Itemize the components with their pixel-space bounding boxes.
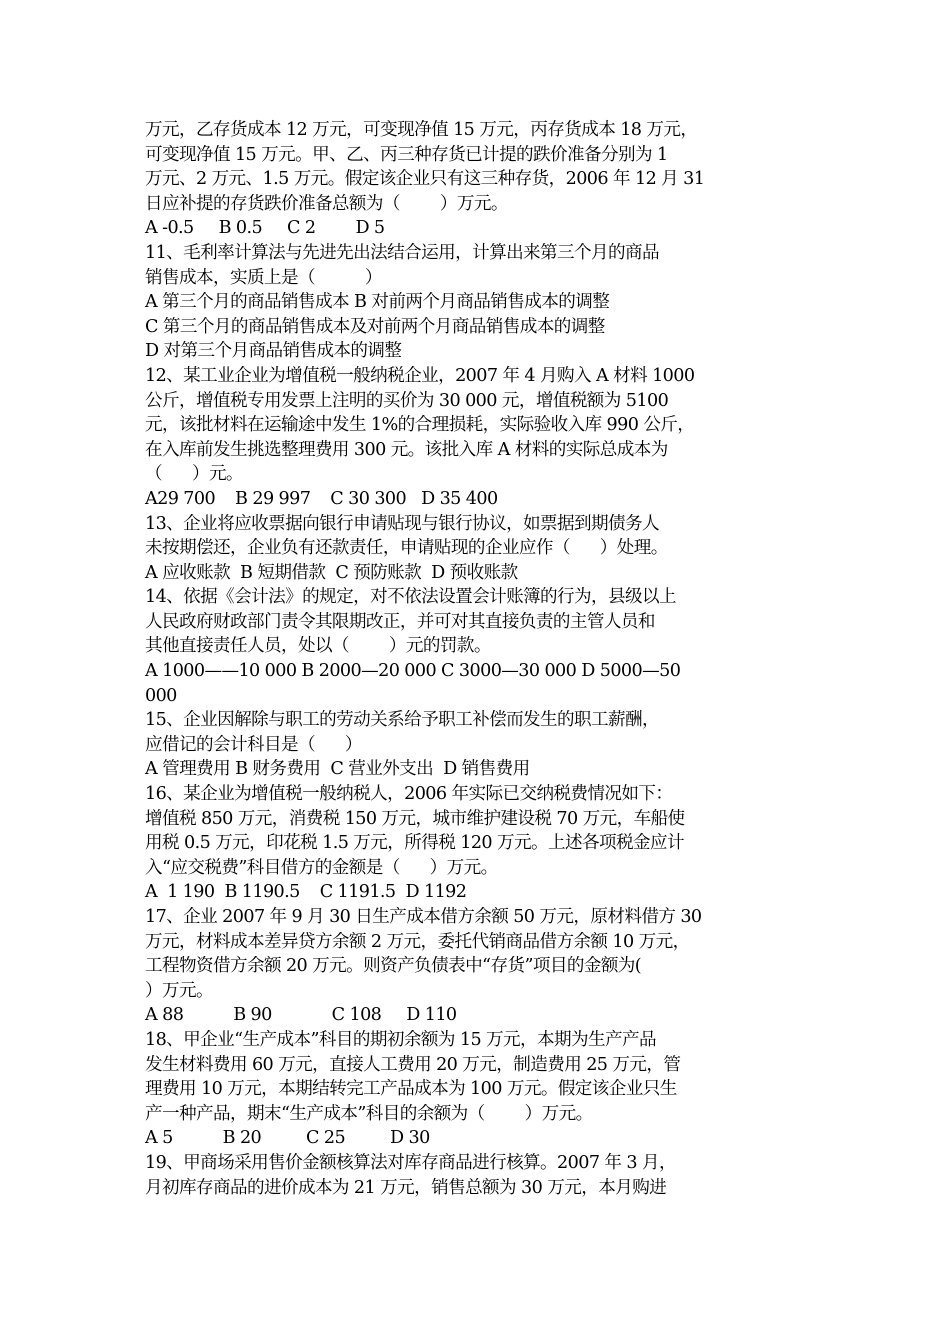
- text-line: 未按期偿还，企业负有还款责任，申请贴现的企业应作（ ）处理。: [145, 538, 668, 559]
- answer-options: A 88 B 90 C 108 D 110: [145, 1005, 457, 1026]
- question-16: 16、某企业为增值税一般纳税人，2006 年实际已交纳税费情况如下：: [145, 784, 673, 805]
- text-line: 发生材料费用 60 万元，直接人工费用 20 万元，制造费用 25 万元，管: [145, 1054, 681, 1075]
- answer-options: A 1000——10 000 B 2000—20 000 C 3000—30 000 D 5000—50: [145, 661, 681, 682]
- answer-options: 000: [145, 685, 177, 706]
- question-15: 15、企业因解除与职工的劳动关系给予职工补偿而发生的职工薪酬，: [145, 710, 660, 731]
- text-line: 万元、2 万元、1.5 万元。假定该企业只有这三种存货，2006 年 12 月 31: [145, 169, 705, 190]
- document-body: [145, 118, 817, 1200]
- text-line: 人民政府财政部门责令其限期改正，并可对其直接负责的主管人员和: [145, 611, 655, 632]
- text-line: 用税 0.5 万元，印花税 1.5 万元，所得税 120 万元。上述各项税金应计: [145, 833, 684, 854]
- text-line: ）万元。: [145, 980, 213, 1001]
- answer-options: C 第三个月的商品销售成本及对前两个月商品销售成本的调整: [145, 316, 605, 337]
- answer-options: A 5 B 20 C 25 D 30: [145, 1128, 430, 1149]
- text-line: 入“应交税费”科目借方的金额是（ ）万元。: [145, 857, 498, 878]
- text-line: 增值税 850 万元，消费税 150 万元，城市维护建设税 70 万元，车船使: [145, 808, 685, 829]
- text-line: 理费用 10 万元，本期结转完工产品成本为 100 万元。假定该企业只生: [145, 1079, 677, 1100]
- question-13: 13、企业将应收票据向银行申请贴现与银行协议，如票据到期债务人: [145, 513, 660, 534]
- answer-options: A 第三个月的商品销售成本 B 对前两个月商品销售成本的调整: [145, 292, 610, 313]
- text-line: 日应补提的存货跌价准备总额为（ ）万元。: [145, 193, 508, 214]
- text-line: 其他直接责任人员，处以（ ）元的罚款。: [145, 636, 491, 657]
- text-line: 可变现净值 15 万元。甲、乙、丙三种存货已计提的跌价准备分别为 1: [145, 144, 668, 165]
- question-18: 18、甲企业“生产成本”科目的期初余额为 15 万元，本期为生产产品: [145, 1029, 656, 1050]
- text-line: 工程物资借方余额 20 万元。则资产负债表中“存货”项目的金额为(: [145, 956, 642, 977]
- question-19: 19、甲商场采用售价金额核算法对库存商品进行核算。2007 年 3 月，: [145, 1152, 676, 1173]
- question-17: 17、企业 2007 年 9 月 30 日生产成本借方余额 50 万元，原材料借方 30: [145, 907, 702, 927]
- question-11: 11、毛利率计算法与先进先出法结合运用，计算出来第三个月的商品: [145, 242, 660, 263]
- question-14: 14、依据《会计法》的规定，对不依法设置会计账簿的行为，县级以上: [145, 587, 677, 608]
- text-line: 产一种产品，期末“生产成本”科目的余额为（ ）万元。: [145, 1103, 593, 1124]
- text-line: 月初库存商品的进价成本为 21 万元，销售总额为 30 万元，本月购进: [145, 1177, 667, 1198]
- answer-options: D 对第三个月商品销售成本的调整: [145, 341, 402, 362]
- text-line: 万元，材料成本差异贷方余额 2 万元，委托代销商品借方余额 10 万元，: [145, 931, 690, 952]
- answer-options: A29 700 B 29 997 C 30 300 D 35 400: [145, 488, 498, 509]
- answer-options: A 应收账款 B 短期借款 C 预防账款 D 预收账款: [145, 562, 518, 583]
- text-line: 元，该批材料在运输途中发生 1%的合理损耗，实际验收入库 990 公斤，: [145, 415, 695, 436]
- text-line: 销售成本，实质上是（ ）: [145, 267, 382, 288]
- text-line: 在入库前发生挑选整理费用 300 元。该批入库 A 材料的实际总成本为: [145, 439, 668, 460]
- answer-options: A -0.5 B 0.5 C 2 D 5: [145, 218, 385, 239]
- answer-options: A 管理费用 B 财务费用 C 营业外支出 D 销售费用: [145, 759, 530, 780]
- text-line: 应借记的会计科目是（ ）: [145, 734, 362, 755]
- text-line: 公斤，增值税专用发票上注明的买价为 30 000 元，增值税额为 5100: [145, 390, 669, 411]
- question-12: 12、某工业企业为增值税一般纳税企业，2007 年 4 月购入 A 材料 1000: [145, 365, 695, 386]
- text-line: 万元，乙存货成本 12 万元，可变现净值 15 万元，丙存货成本 18 万元，: [145, 120, 698, 140]
- text-line: （ ）元。: [145, 464, 243, 485]
- answer-options: A 1 190 B 1190.5 C 1191.5 D 1192: [145, 882, 467, 903]
